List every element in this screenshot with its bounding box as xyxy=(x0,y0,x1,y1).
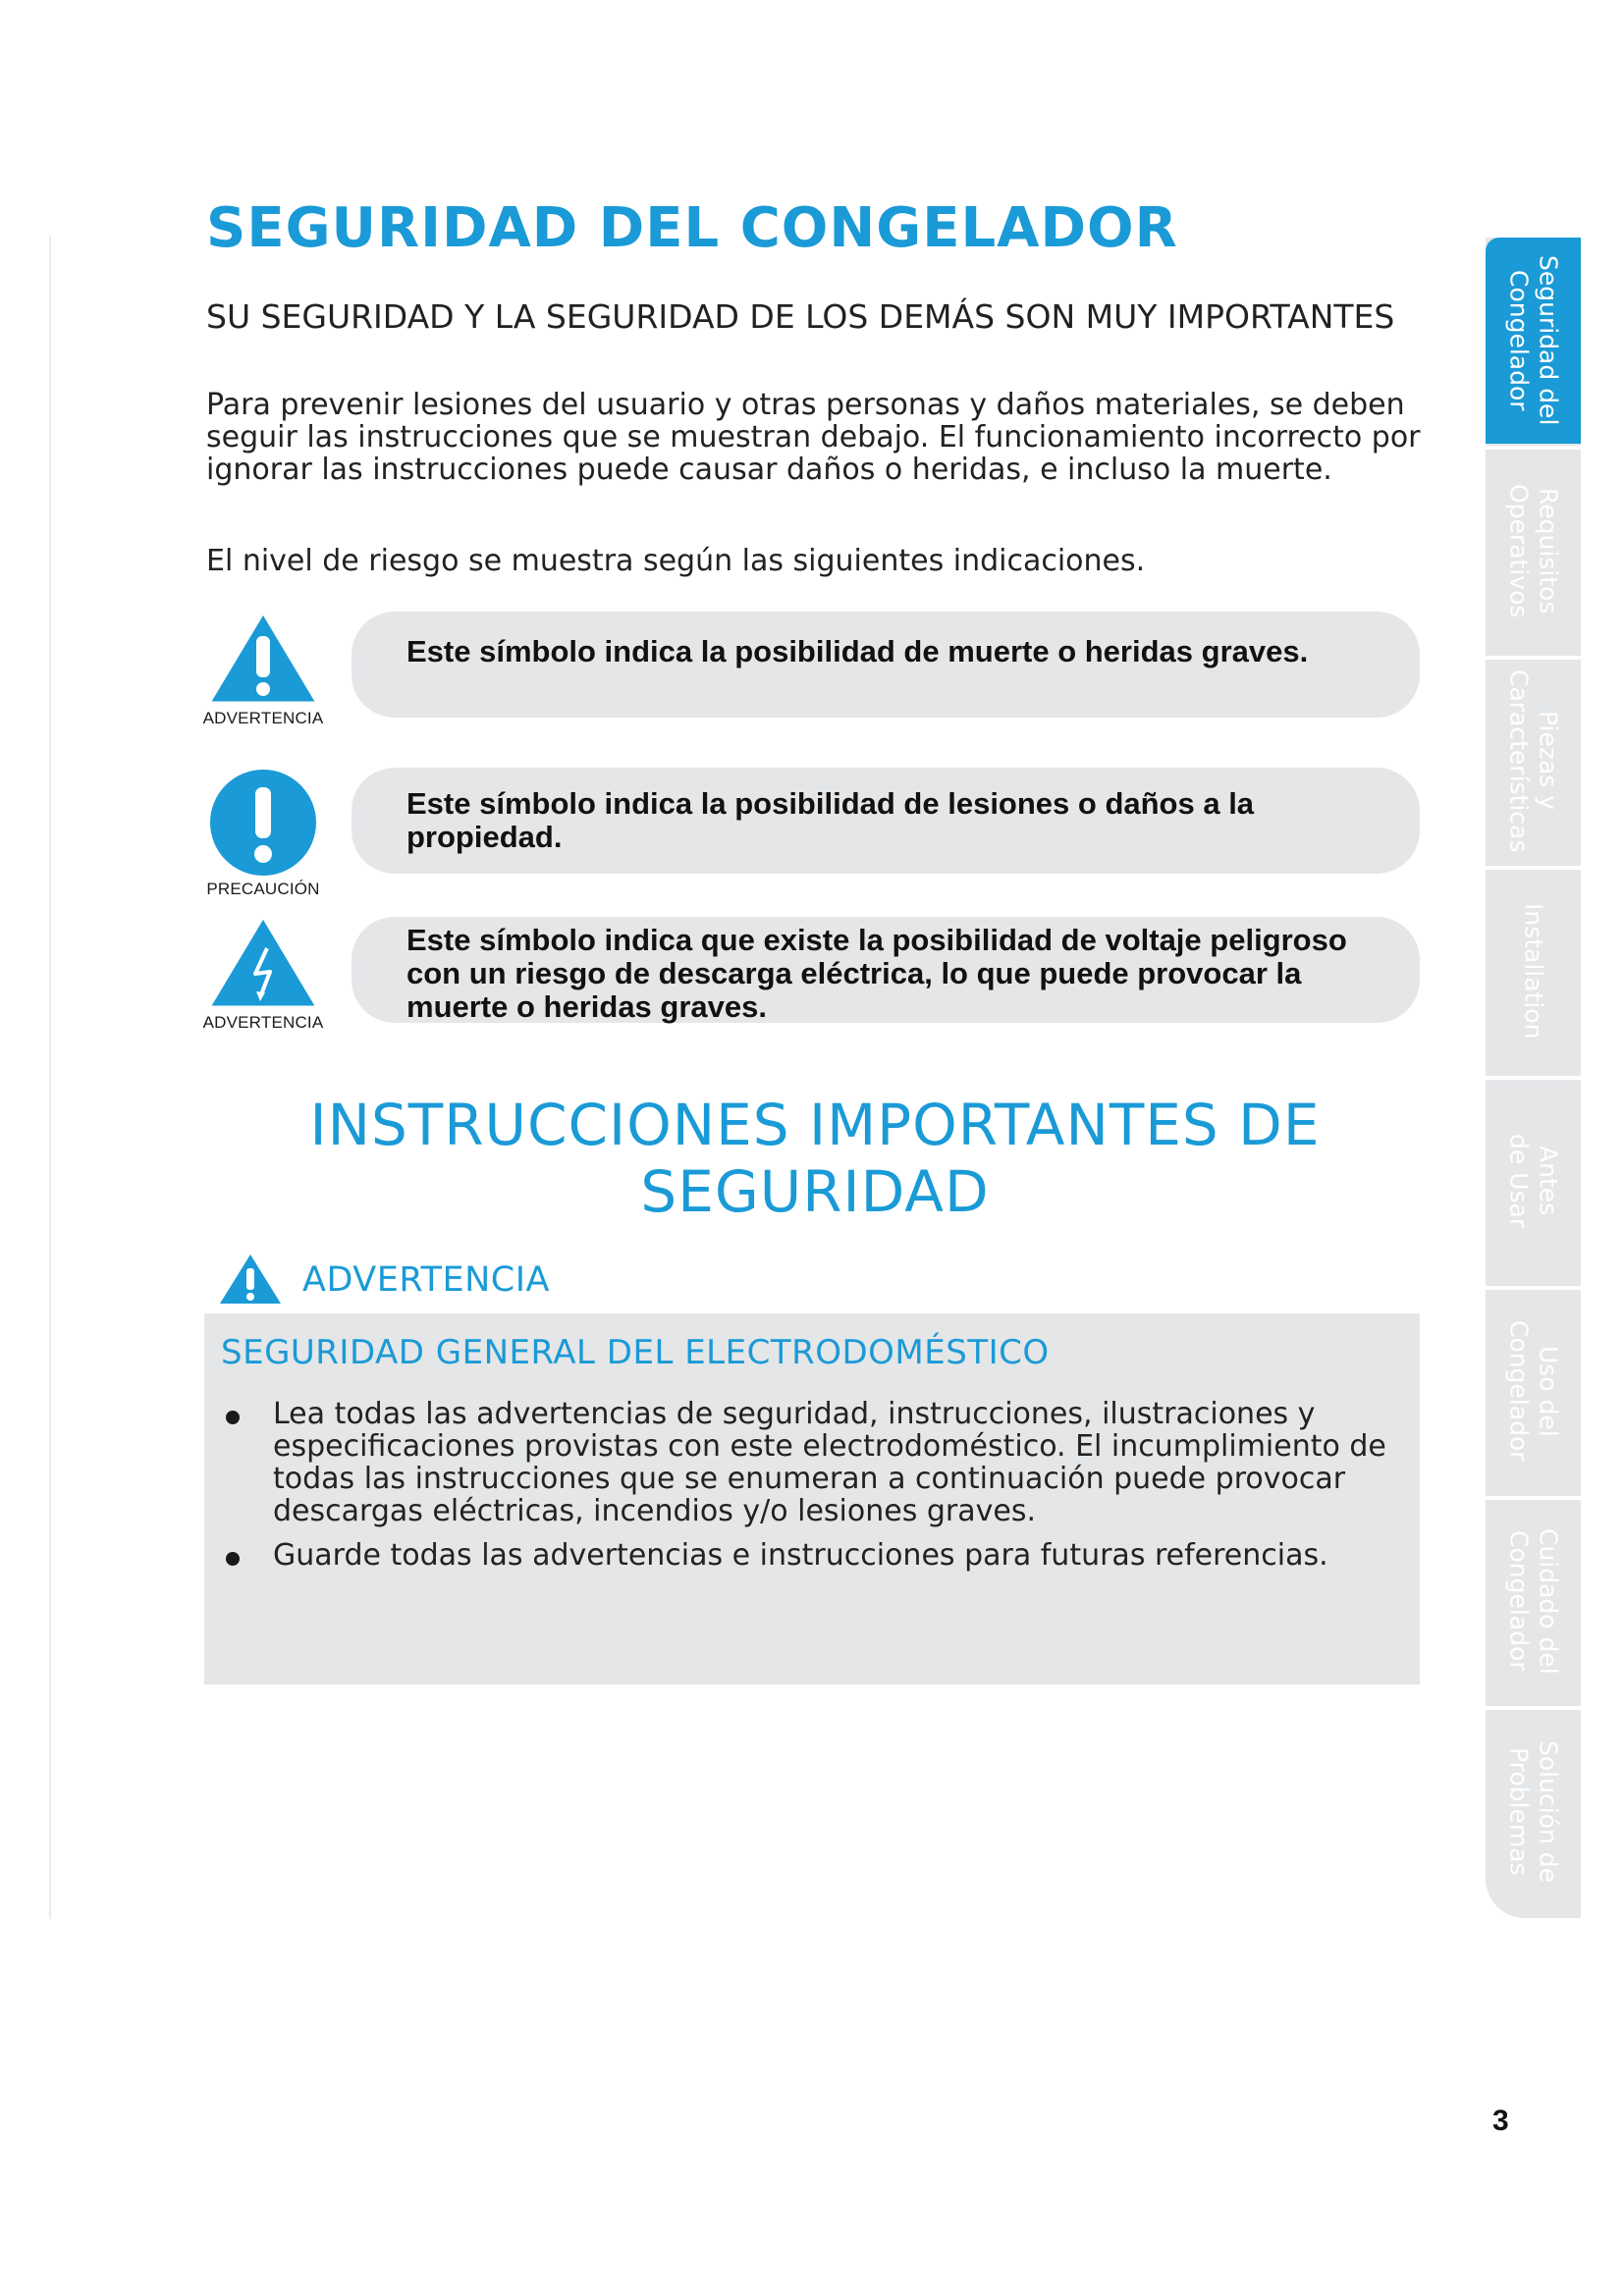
symbol-icon-block xyxy=(202,913,324,1033)
general-safety-box xyxy=(204,1313,1420,1684)
caution-circle-icon xyxy=(208,768,318,878)
tab-cuidado-del-congelador[interactable]: Cuidado del Congelador xyxy=(1486,1498,1581,1704)
warning-triangle-icon xyxy=(218,1253,283,1306)
page-margin-line xyxy=(49,236,51,1919)
tab-antes-de-usar[interactable]: Antes de Usar xyxy=(1486,1078,1581,1284)
risk-levels-text: El nivel de riesgo se muestra según las siguientes indicaciones. xyxy=(206,544,1146,578)
safety-bullet-list xyxy=(204,1398,1420,1583)
tab-divider xyxy=(1486,656,1581,660)
symbol-text: Este símbolo indica la posibilidad de lesiones o daños a la propiedad. xyxy=(406,786,1255,854)
symbol-description xyxy=(352,612,1420,718)
tab-uso-del-congelador[interactable]: Uso del Congelador xyxy=(1486,1288,1581,1494)
box-title: SEGURIDAD GENERAL DEL ELECTRODOMÉSTICO xyxy=(221,1333,1050,1372)
tab-seguridad-del-congelador[interactable]: Seguridad del Congelador xyxy=(1486,238,1581,444)
tab-divider xyxy=(1486,446,1581,450)
list-item: Lea todas las advertencias de seguridad, instrucciones, ilustraciones y especificaciones provistas con este electrodoméstico. El incumplimiento de todas las instrucciones que se enumeran a continuación puede provocar descargas eléctricas, incendios y/o lesiones graves. xyxy=(204,1398,1420,1527)
symbol-icon-block xyxy=(202,768,324,899)
tab-installation[interactable]: Installation xyxy=(1486,868,1581,1074)
intro-paragraph: Para prevenir lesiones del usuario y otras personas y daños materiales, se deben seguir las instrucciones que se muestran debajo. El funcionamiento incorrecto por ignorar las instrucciones puede causar daños o heridas, e incluso la muerte. xyxy=(206,388,1421,487)
symbol-text: Este símbolo indica que existe la posibilidad de voltaje peligroso con un riesgo de descarga eléctrica, lo que puede provocar la muerte o heridas graves. xyxy=(406,923,1347,1024)
tab-divider xyxy=(1486,866,1581,870)
symbol-row-warning xyxy=(202,609,1420,726)
symbol-icon-block xyxy=(202,609,324,728)
symbol-caption: ADVERTENCIA xyxy=(202,1013,324,1032)
tab-divider xyxy=(1486,1496,1581,1500)
symbol-row-electric xyxy=(202,913,1420,1041)
symbol-caption: ADVERTENCIA xyxy=(202,709,324,727)
symbol-caption: PRECAUCIÓN xyxy=(206,880,320,898)
page-subtitle: SU SEGURIDAD Y LA SEGURIDAD DE LOS DEMÁS SON MUY IMPORTANTES xyxy=(206,297,1395,336)
tab-divider xyxy=(1486,1286,1581,1290)
tab-requisitos-operativos[interactable]: Requisitos Operativos xyxy=(1486,448,1581,654)
tab-piezas-y-caracteristicas[interactable]: Piezas y Características xyxy=(1486,658,1581,864)
list-item: Guarde todas las advertencias e instrucciones para futuras referencias. xyxy=(204,1539,1420,1572)
symbol-row-caution xyxy=(202,768,1420,905)
warning-triangle-icon xyxy=(205,609,321,707)
tab-divider xyxy=(1486,1706,1581,1710)
page-number: 3 xyxy=(1492,2105,1509,2137)
symbol-text: Este símbolo indica la posibilidad de muerte o heridas graves. xyxy=(406,634,1309,668)
symbol-description xyxy=(352,917,1420,1023)
symbol-description xyxy=(352,768,1420,874)
section-title: INSTRUCCIONES IMPORTANTES DE SEGURIDAD xyxy=(309,1092,1321,1225)
electric-shock-icon xyxy=(205,913,321,1011)
tab-divider xyxy=(1486,1076,1581,1080)
warning-label: ADVERTENCIA xyxy=(302,1260,550,1300)
tab-solucion-de-problemas[interactable]: Solución de Problemas xyxy=(1486,1708,1581,1914)
page-title: SEGURIDAD DEL CONGELADOR xyxy=(206,196,1178,260)
